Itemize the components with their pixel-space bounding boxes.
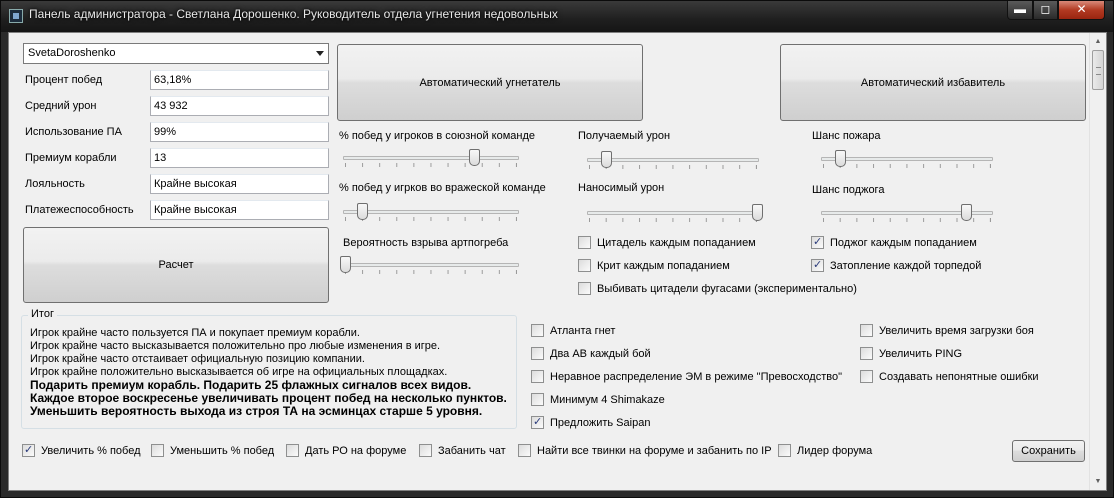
stat-label-premium-ships: Премиум корабли: [25, 152, 117, 164]
checkbox-forum-leader[interactable]: [778, 444, 872, 457]
scrollbar-thumb[interactable]: [1092, 50, 1104, 90]
stat-label-solvency: Платежеспособность: [25, 204, 134, 216]
checkbox-box[interactable]: [778, 444, 791, 457]
checkbox-box[interactable]: [860, 324, 873, 337]
checkbox-label: Поджог каждым попаданием: [830, 236, 977, 249]
checkbox-label: Крит каждым попаданием: [597, 259, 730, 272]
scroll-down-icon[interactable]: ▼: [1094, 478, 1102, 485]
checkbox-label: Выбивать цитадели фугасами (экспериментально): [597, 282, 857, 295]
checkbox-box[interactable]: [419, 444, 432, 457]
stat-field-premium-usage[interactable]: 99%: [150, 122, 329, 142]
checkbox-box[interactable]: [531, 393, 544, 406]
slider-ticks: [345, 163, 517, 167]
close-button[interactable]: ✕: [1058, 1, 1105, 20]
checkbox-uneven-dd[interactable]: [531, 370, 842, 383]
checkbox-box[interactable]: [531, 370, 544, 383]
checkbox-label: Создавать непонятные ошибки: [879, 370, 1039, 383]
slider-ticks: [589, 218, 757, 222]
slider-enemy-win[interactable]: [339, 201, 523, 225]
checkbox-box[interactable]: [518, 444, 531, 457]
stat-field-premium-ships[interactable]: 13: [150, 148, 329, 168]
slider-thumb[interactable]: [961, 204, 972, 221]
checkbox-box[interactable]: [531, 347, 544, 360]
checkbox-label: Два АВ каждый бой: [550, 347, 651, 360]
slider-thumb[interactable]: [357, 203, 368, 220]
checkbox-errors[interactable]: [860, 370, 1039, 383]
auto-oppressor-button[interactable]: Автоматический угнетатель: [337, 44, 643, 121]
stat-field-avg-damage[interactable]: 43 932: [150, 96, 329, 116]
checkbox-flood-every-torpedo[interactable]: [811, 259, 981, 272]
title-bar[interactable]: [1, 1, 1113, 32]
checkbox-label: Затопление каждой торпедой: [830, 259, 982, 272]
slider-explosion[interactable]: [339, 254, 523, 278]
checkbox-ban-twinks[interactable]: [518, 444, 772, 457]
slider-damage-dealt[interactable]: [583, 202, 763, 226]
slider-thumb[interactable]: [469, 149, 480, 166]
auto-deliverer-button[interactable]: Автоматический избавитель: [780, 44, 1086, 121]
checkbox-box[interactable]: [811, 236, 824, 249]
checkbox-load-time[interactable]: [860, 324, 1034, 337]
checkbox-label: Увеличить время загрузки боя: [879, 324, 1034, 337]
slider-thumb[interactable]: [835, 150, 846, 167]
slider-fire-chance[interactable]: [817, 148, 997, 172]
checkbox-box[interactable]: [531, 416, 544, 429]
checkbox-label: Забанить чат: [438, 444, 506, 457]
slider-label-explosion: Вероятность взрыва артпогреба: [343, 237, 509, 249]
result-recommendation: Каждое второе воскресенье увеличивать процент побед на несколько пунктов.: [30, 391, 507, 405]
checkbox-label: Минимум 4 Shimakaze: [550, 393, 665, 406]
checkbox-ping[interactable]: [860, 347, 962, 360]
calc-button[interactable]: Расчет: [23, 227, 329, 303]
result-group-title: Итог: [28, 308, 57, 320]
window-title: Панель администратора - Светлана Дорошенко. Руководитель отдела угнетения недовольных: [29, 7, 558, 21]
slider-thumb[interactable]: [601, 151, 612, 168]
checkbox-box[interactable]: [578, 282, 591, 295]
client-area: [8, 32, 1107, 491]
checkbox-decrease-winrate[interactable]: [151, 444, 274, 457]
checkbox-label: Увеличить PING: [879, 347, 962, 360]
checkbox-he-citadels[interactable]: [578, 282, 857, 295]
checkbox-saipan[interactable]: [531, 416, 650, 429]
slider-track: [343, 263, 519, 267]
checkbox-box[interactable]: [860, 347, 873, 360]
result-recommendation: Уменьшить вероятность выхода из строя ТА на эсминцах старше 5 уровня.: [30, 404, 483, 418]
slider-label-enemy-win: % побед у игрков во вражеской команде: [339, 182, 546, 194]
checkbox-label: Атланта гнет: [550, 324, 616, 337]
checkbox-box[interactable]: [22, 444, 35, 457]
result-line: Игрок крайне часто высказывается положительно про любые изменения в игре.: [30, 340, 441, 352]
result-group: [21, 308, 517, 429]
scroll-up-icon[interactable]: ▲: [1094, 38, 1102, 45]
checkbox-label: Лидер форума: [797, 444, 873, 457]
vertical-scrollbar[interactable]: [1089, 33, 1106, 490]
stat-field-loyalty[interactable]: Крайне высокая: [150, 174, 329, 194]
slider-ticks: [345, 270, 517, 274]
checkbox-label: Цитадель каждым попаданием: [597, 236, 756, 249]
checkbox-label: Уменьшить % побед: [170, 444, 275, 457]
checkbox-two-cv[interactable]: [531, 347, 651, 360]
stat-field-winrate[interactable]: 63,18%: [150, 70, 329, 90]
result-line: Игрок крайне часто отстаивает официальную позицию компании.: [30, 353, 365, 365]
slider-track: [587, 211, 759, 215]
checkbox-label: Найти все твинки на форуме и забанить по IP: [537, 444, 772, 457]
slider-ticks: [345, 217, 517, 221]
slider-ignite-chance[interactable]: [817, 202, 997, 226]
minimize-button[interactable]: ▬: [1007, 1, 1033, 20]
checkbox-ban-chat[interactable]: [419, 444, 506, 457]
checkbox-box[interactable]: [860, 370, 873, 383]
slider-track: [821, 157, 993, 161]
slider-label-ignite-chance: Шанс поджога: [812, 184, 885, 196]
slider-track: [587, 158, 759, 162]
player-select[interactable]: [23, 43, 329, 64]
slider-damage-taken[interactable]: [583, 149, 763, 173]
stat-label-loyalty: Лояльность: [25, 178, 85, 190]
checkbox-label: Предложить Saipan: [550, 416, 651, 429]
result-recommendation: Подарить премиум корабль. Подарить 25 флажных сигналов всех видов.: [30, 378, 472, 392]
slider-thumb[interactable]: [340, 256, 351, 273]
checkbox-box[interactable]: [531, 324, 544, 337]
maximize-button[interactable]: ◻: [1033, 1, 1058, 20]
checkbox-label: Дать РО на форуме: [305, 444, 407, 457]
checkbox-box[interactable]: [286, 444, 299, 457]
checkbox-shimakaze[interactable]: [531, 393, 665, 406]
checkbox-box[interactable]: [811, 259, 824, 272]
checkbox-box[interactable]: [578, 236, 591, 249]
slider-track: [343, 210, 519, 214]
stat-label-premium-usage: Использование ПА: [25, 126, 122, 138]
checkbox-ignite-every-hit[interactable]: [811, 236, 977, 249]
checkbox-label: Увеличить % побед: [41, 444, 141, 457]
slider-label-damage-dealt: Наносимый урон: [578, 182, 665, 194]
save-button[interactable]: Сохранить: [1012, 440, 1085, 462]
checkbox-forum-ro[interactable]: [286, 444, 406, 457]
player-select-value: SvetaDoroshenko: [28, 47, 116, 59]
chevron-down-icon[interactable]: [316, 51, 324, 56]
checkbox-citadel-every-hit[interactable]: [578, 236, 756, 249]
app-icon: [9, 9, 23, 23]
stat-label-winrate: Процент побед: [25, 74, 103, 86]
slider-track: [343, 156, 519, 160]
result-line: Игрок крайне часто пользуется ПА и покупает премиум корабли.: [30, 327, 360, 339]
slider-ally-win[interactable]: [339, 147, 523, 171]
checkbox-crit-every-hit[interactable]: [578, 259, 730, 272]
result-line: Игрок крайне положительно высказывается об игре на официальных площадках.: [30, 366, 448, 378]
checkbox-increase-winrate[interactable]: [22, 444, 141, 457]
checkbox-box[interactable]: [151, 444, 164, 457]
slider-ticks: [823, 164, 991, 168]
slider-label-ally-win: % побед у игроков в союзной команде: [339, 130, 536, 142]
slider-label-fire-chance: Шанс пожара: [812, 130, 881, 142]
checkbox-atlanta[interactable]: [531, 324, 615, 337]
stat-field-solvency[interactable]: Крайне высокая: [150, 200, 329, 220]
stat-label-avg-damage: Средний урон: [25, 100, 97, 112]
slider-label-damage-taken: Получаемый урон: [578, 130, 671, 142]
checkbox-box[interactable]: [578, 259, 591, 272]
checkbox-label: Неравное распределение ЭМ в режиме "Превосходство": [550, 370, 843, 383]
slider-thumb[interactable]: [752, 204, 763, 221]
slider-ticks: [589, 165, 757, 169]
